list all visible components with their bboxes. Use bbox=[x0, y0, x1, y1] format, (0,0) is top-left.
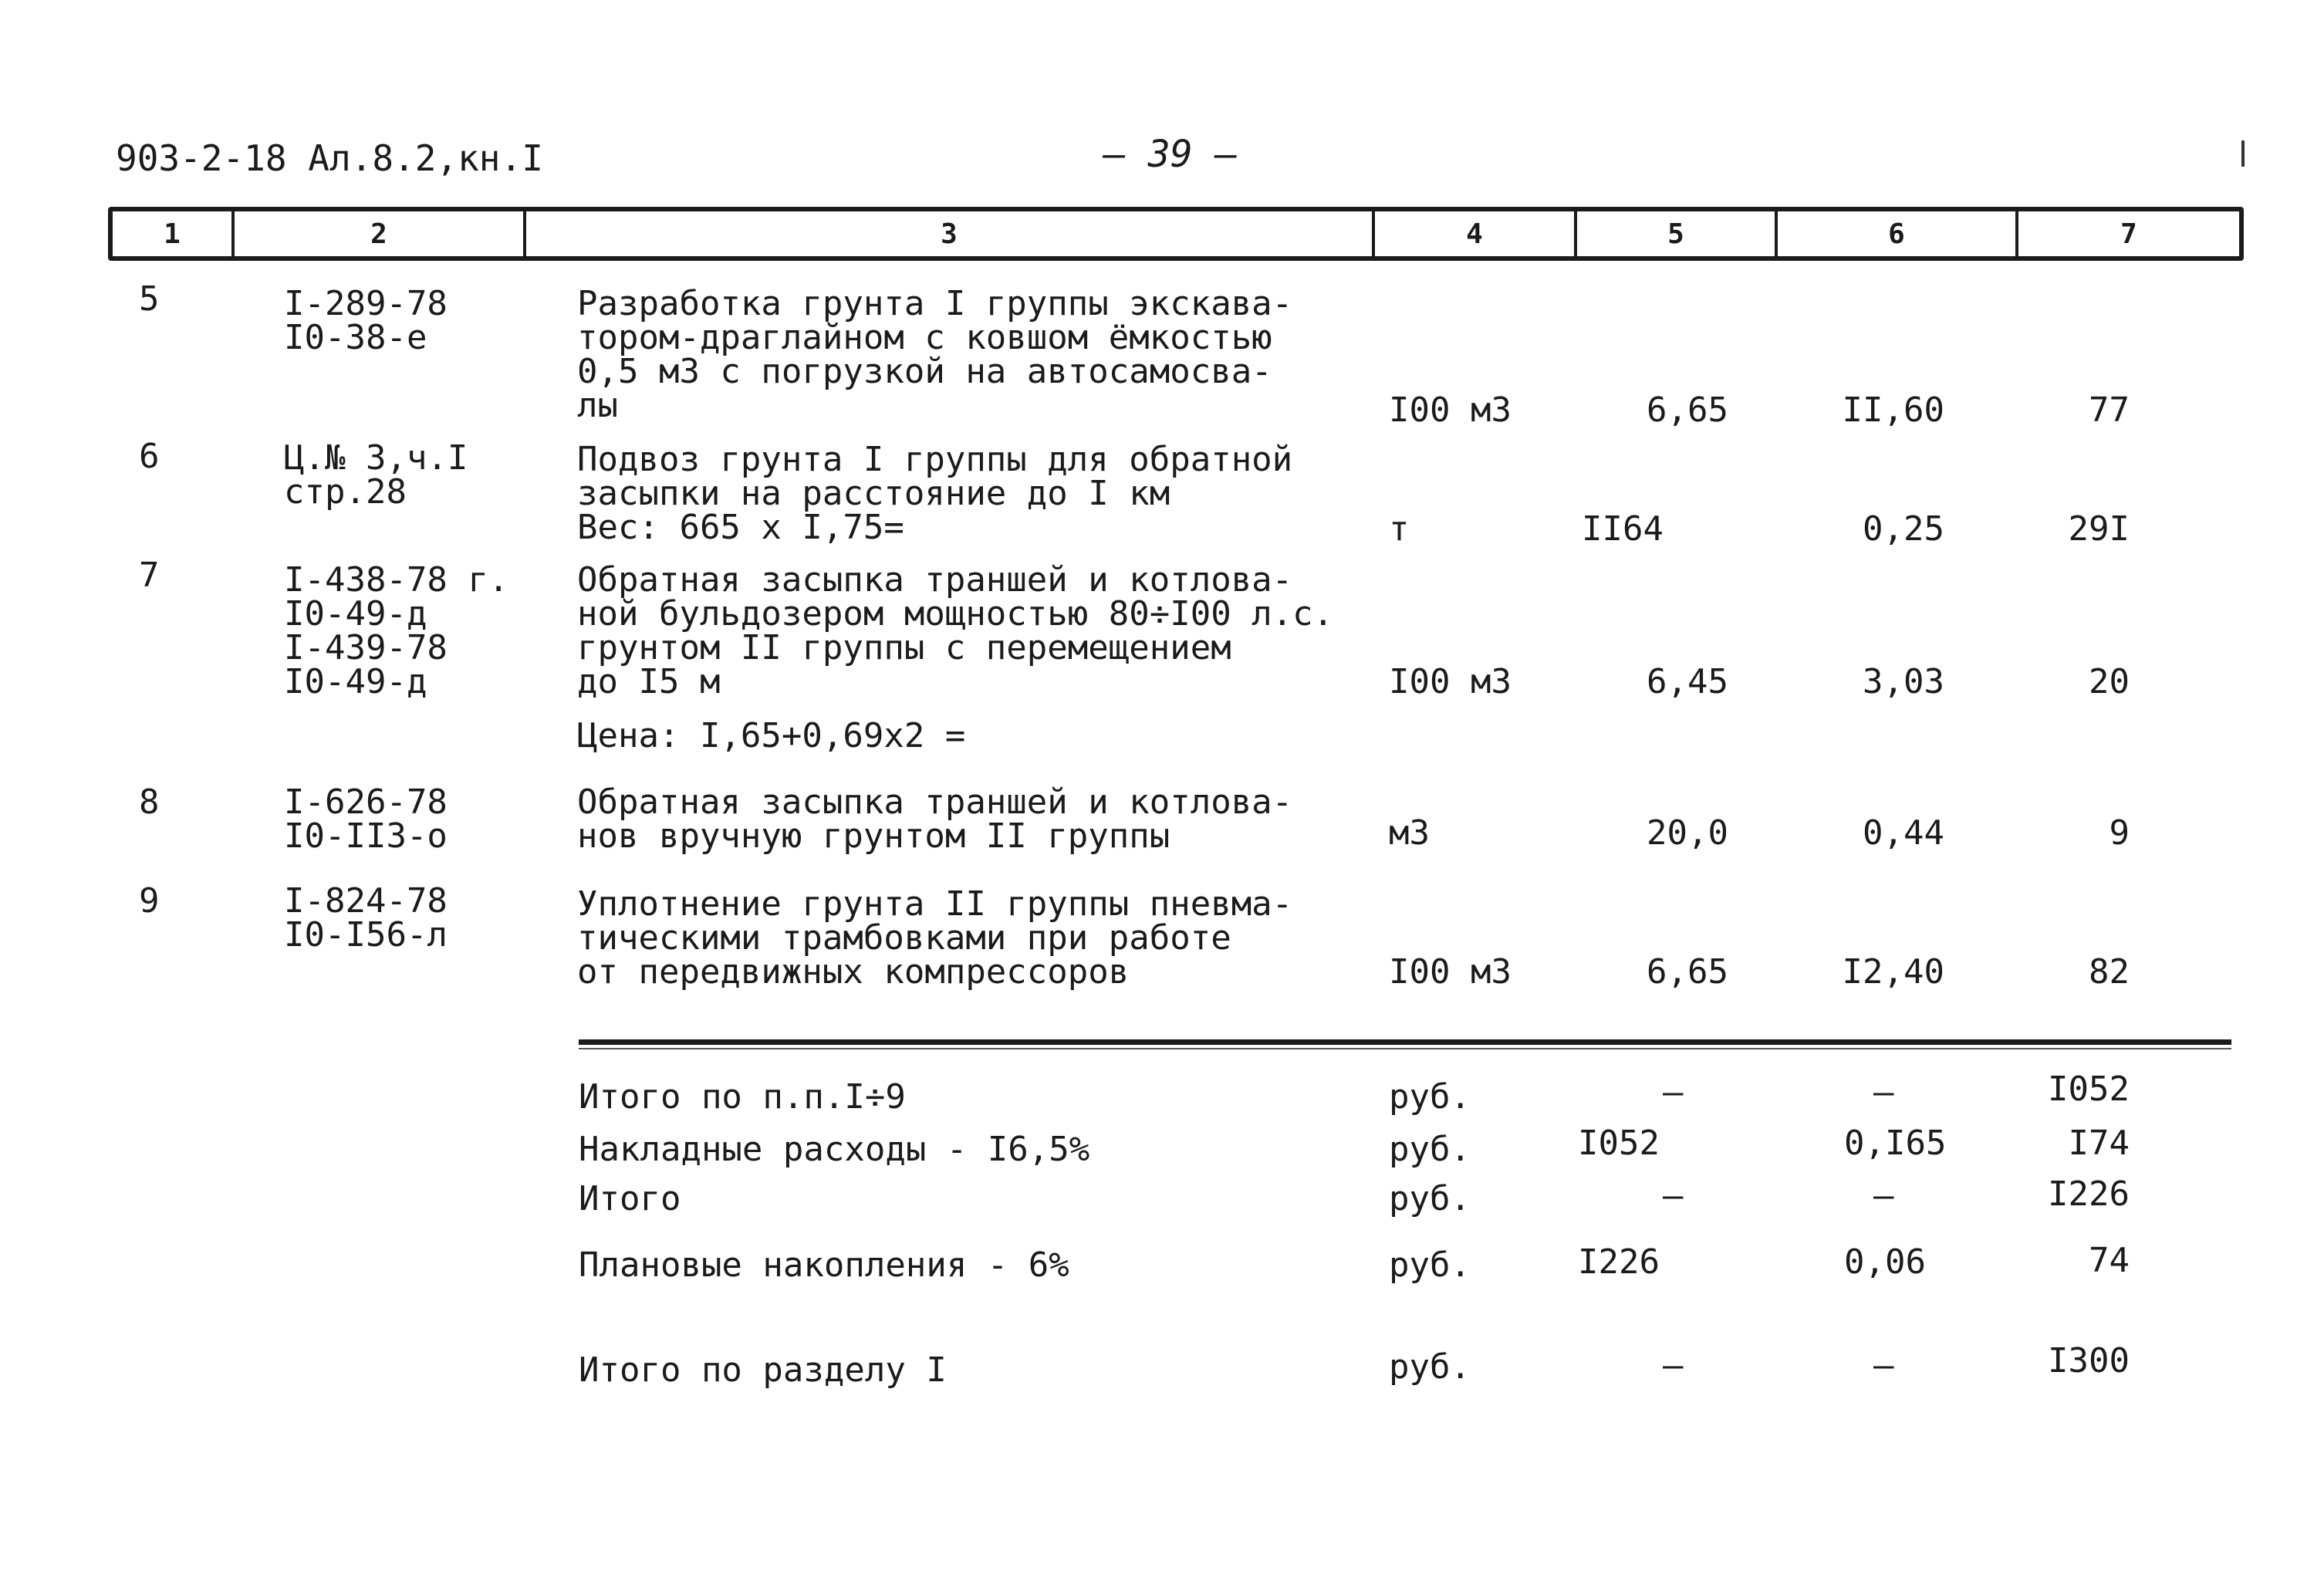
summary-quantity: – bbox=[1663, 1176, 1684, 1215]
row-quantity: 6,45 bbox=[1647, 662, 1728, 701]
row-number: 8 bbox=[139, 782, 160, 822]
row-number: 5 bbox=[139, 279, 160, 319]
summary-divider bbox=[579, 1039, 2231, 1045]
summary-unit: руб. bbox=[1389, 1077, 1471, 1117]
row-price: I2,40 bbox=[1842, 952, 1944, 992]
summary-total: I226 bbox=[2048, 1174, 2130, 1214]
document-code: 903-2-18 Ал.8.2,кн.I bbox=[116, 137, 543, 179]
row-total: 29I bbox=[2068, 509, 2130, 549]
row-unit: I00 м3 bbox=[1389, 662, 1512, 701]
summary-total: I300 bbox=[2048, 1341, 2130, 1380]
row-code: I-626-78 I0-II3-о bbox=[284, 782, 448, 856]
summary-label: Плановые накопления - 6% bbox=[579, 1245, 1069, 1285]
row-total: 20 bbox=[2089, 662, 2130, 701]
row-unit: т bbox=[1389, 509, 1410, 549]
row-description: Разработка грунта I группы экскава- тором-драглайном с ковшом ёмкостью 0,5 м3 с погрузкой на автосамосва- лы bbox=[577, 284, 1293, 425]
row-description: Обратная засыпка траншей и котлова- нов вручную грунтом II группы bbox=[577, 782, 1293, 856]
summary-label: Накладные расходы - I6,5% bbox=[579, 1130, 1090, 1169]
page-number: — 39 — bbox=[1103, 133, 1238, 176]
summary-price: – bbox=[1873, 1176, 1894, 1215]
summary-label: Итого по разделу I bbox=[579, 1350, 947, 1390]
summary-price: 0,06 bbox=[1844, 1242, 1926, 1282]
summary-total: I052 bbox=[2048, 1070, 2130, 1109]
summary-price: – bbox=[1873, 1073, 1894, 1112]
row-code: Ц.№ 3,ч.I стр.28 bbox=[284, 438, 468, 512]
row-total: 82 bbox=[2089, 952, 2130, 992]
summary-unit: руб. bbox=[1389, 1130, 1471, 1169]
row-total: 77 bbox=[2089, 390, 2130, 430]
summary-quantity: – bbox=[1663, 1346, 1684, 1385]
row-code: I-824-78 I0-I56-л bbox=[284, 881, 448, 955]
column-header-3: 3 bbox=[526, 211, 1375, 256]
row-description: Подвоз грунта I группы для обратной засыпки на расстояние до I км Вес: 665 х I,75= bbox=[577, 440, 1293, 547]
column-header-1: 1 bbox=[113, 211, 235, 256]
summary-label: Итого bbox=[579, 1179, 681, 1218]
row-description: Обратная засыпка траншей и котлова- ной бульдозером мощностью 80÷I00 л.с. грунтом II группы с перемещением до I5 м bbox=[577, 560, 1334, 701]
row-quantity: 20,0 bbox=[1647, 813, 1728, 853]
summary-unit: руб. bbox=[1389, 1179, 1471, 1218]
row-quantity: II64 bbox=[1582, 509, 1664, 549]
summary-unit: руб. bbox=[1389, 1347, 1471, 1387]
row-code: I-438-78 г. I0-49-д I-439-78 I0-49-д bbox=[284, 560, 509, 701]
summary-divider-thin bbox=[579, 1048, 2231, 1049]
row-description: Уплотнение грунта II группы пневма- тическими трамбовками при работе от передвижных компрессоров bbox=[577, 884, 1293, 992]
row-unit: I00 м3 bbox=[1389, 952, 1512, 992]
summary-price: 0,I65 bbox=[1844, 1124, 1947, 1163]
column-header-row bbox=[108, 207, 2244, 261]
row-quantity: 6,65 bbox=[1647, 390, 1728, 430]
edge-mark bbox=[2241, 140, 2245, 167]
summary-total: I74 bbox=[2068, 1124, 2130, 1163]
summary-label: Итого по п.п.I÷9 bbox=[579, 1077, 906, 1117]
row-number: 7 bbox=[139, 556, 160, 595]
row-quantity: 6,65 bbox=[1647, 952, 1728, 992]
row-price-note: Цена: I,65+0,69х2 = bbox=[577, 716, 966, 755]
row-number: 6 bbox=[139, 437, 160, 476]
row-price: 3,03 bbox=[1863, 662, 1944, 701]
row-unit: I00 м3 bbox=[1389, 390, 1512, 430]
column-header-5: 5 bbox=[1577, 211, 1778, 256]
row-number: 9 bbox=[139, 881, 160, 921]
row-price: 0,44 bbox=[1863, 813, 1944, 853]
summary-quantity: – bbox=[1663, 1073, 1684, 1112]
row-code: I-289-78 I0-38-е bbox=[284, 284, 448, 357]
column-header-4: 4 bbox=[1375, 211, 1577, 256]
column-header-2: 2 bbox=[235, 211, 526, 256]
row-total: 9 bbox=[2109, 813, 2130, 853]
summary-total: 74 bbox=[2089, 1241, 2130, 1280]
column-header-6: 6 bbox=[1778, 211, 2018, 256]
row-price: 0,25 bbox=[1863, 509, 1944, 549]
column-header-7: 7 bbox=[2120, 218, 2137, 250]
summary-price: – bbox=[1873, 1346, 1894, 1385]
summary-unit: руб. bbox=[1389, 1245, 1471, 1285]
summary-quantity: I052 bbox=[1578, 1124, 1660, 1163]
summary-quantity: I226 bbox=[1578, 1242, 1660, 1282]
row-price: II,60 bbox=[1842, 390, 1944, 430]
row-unit: м3 bbox=[1389, 813, 1430, 853]
